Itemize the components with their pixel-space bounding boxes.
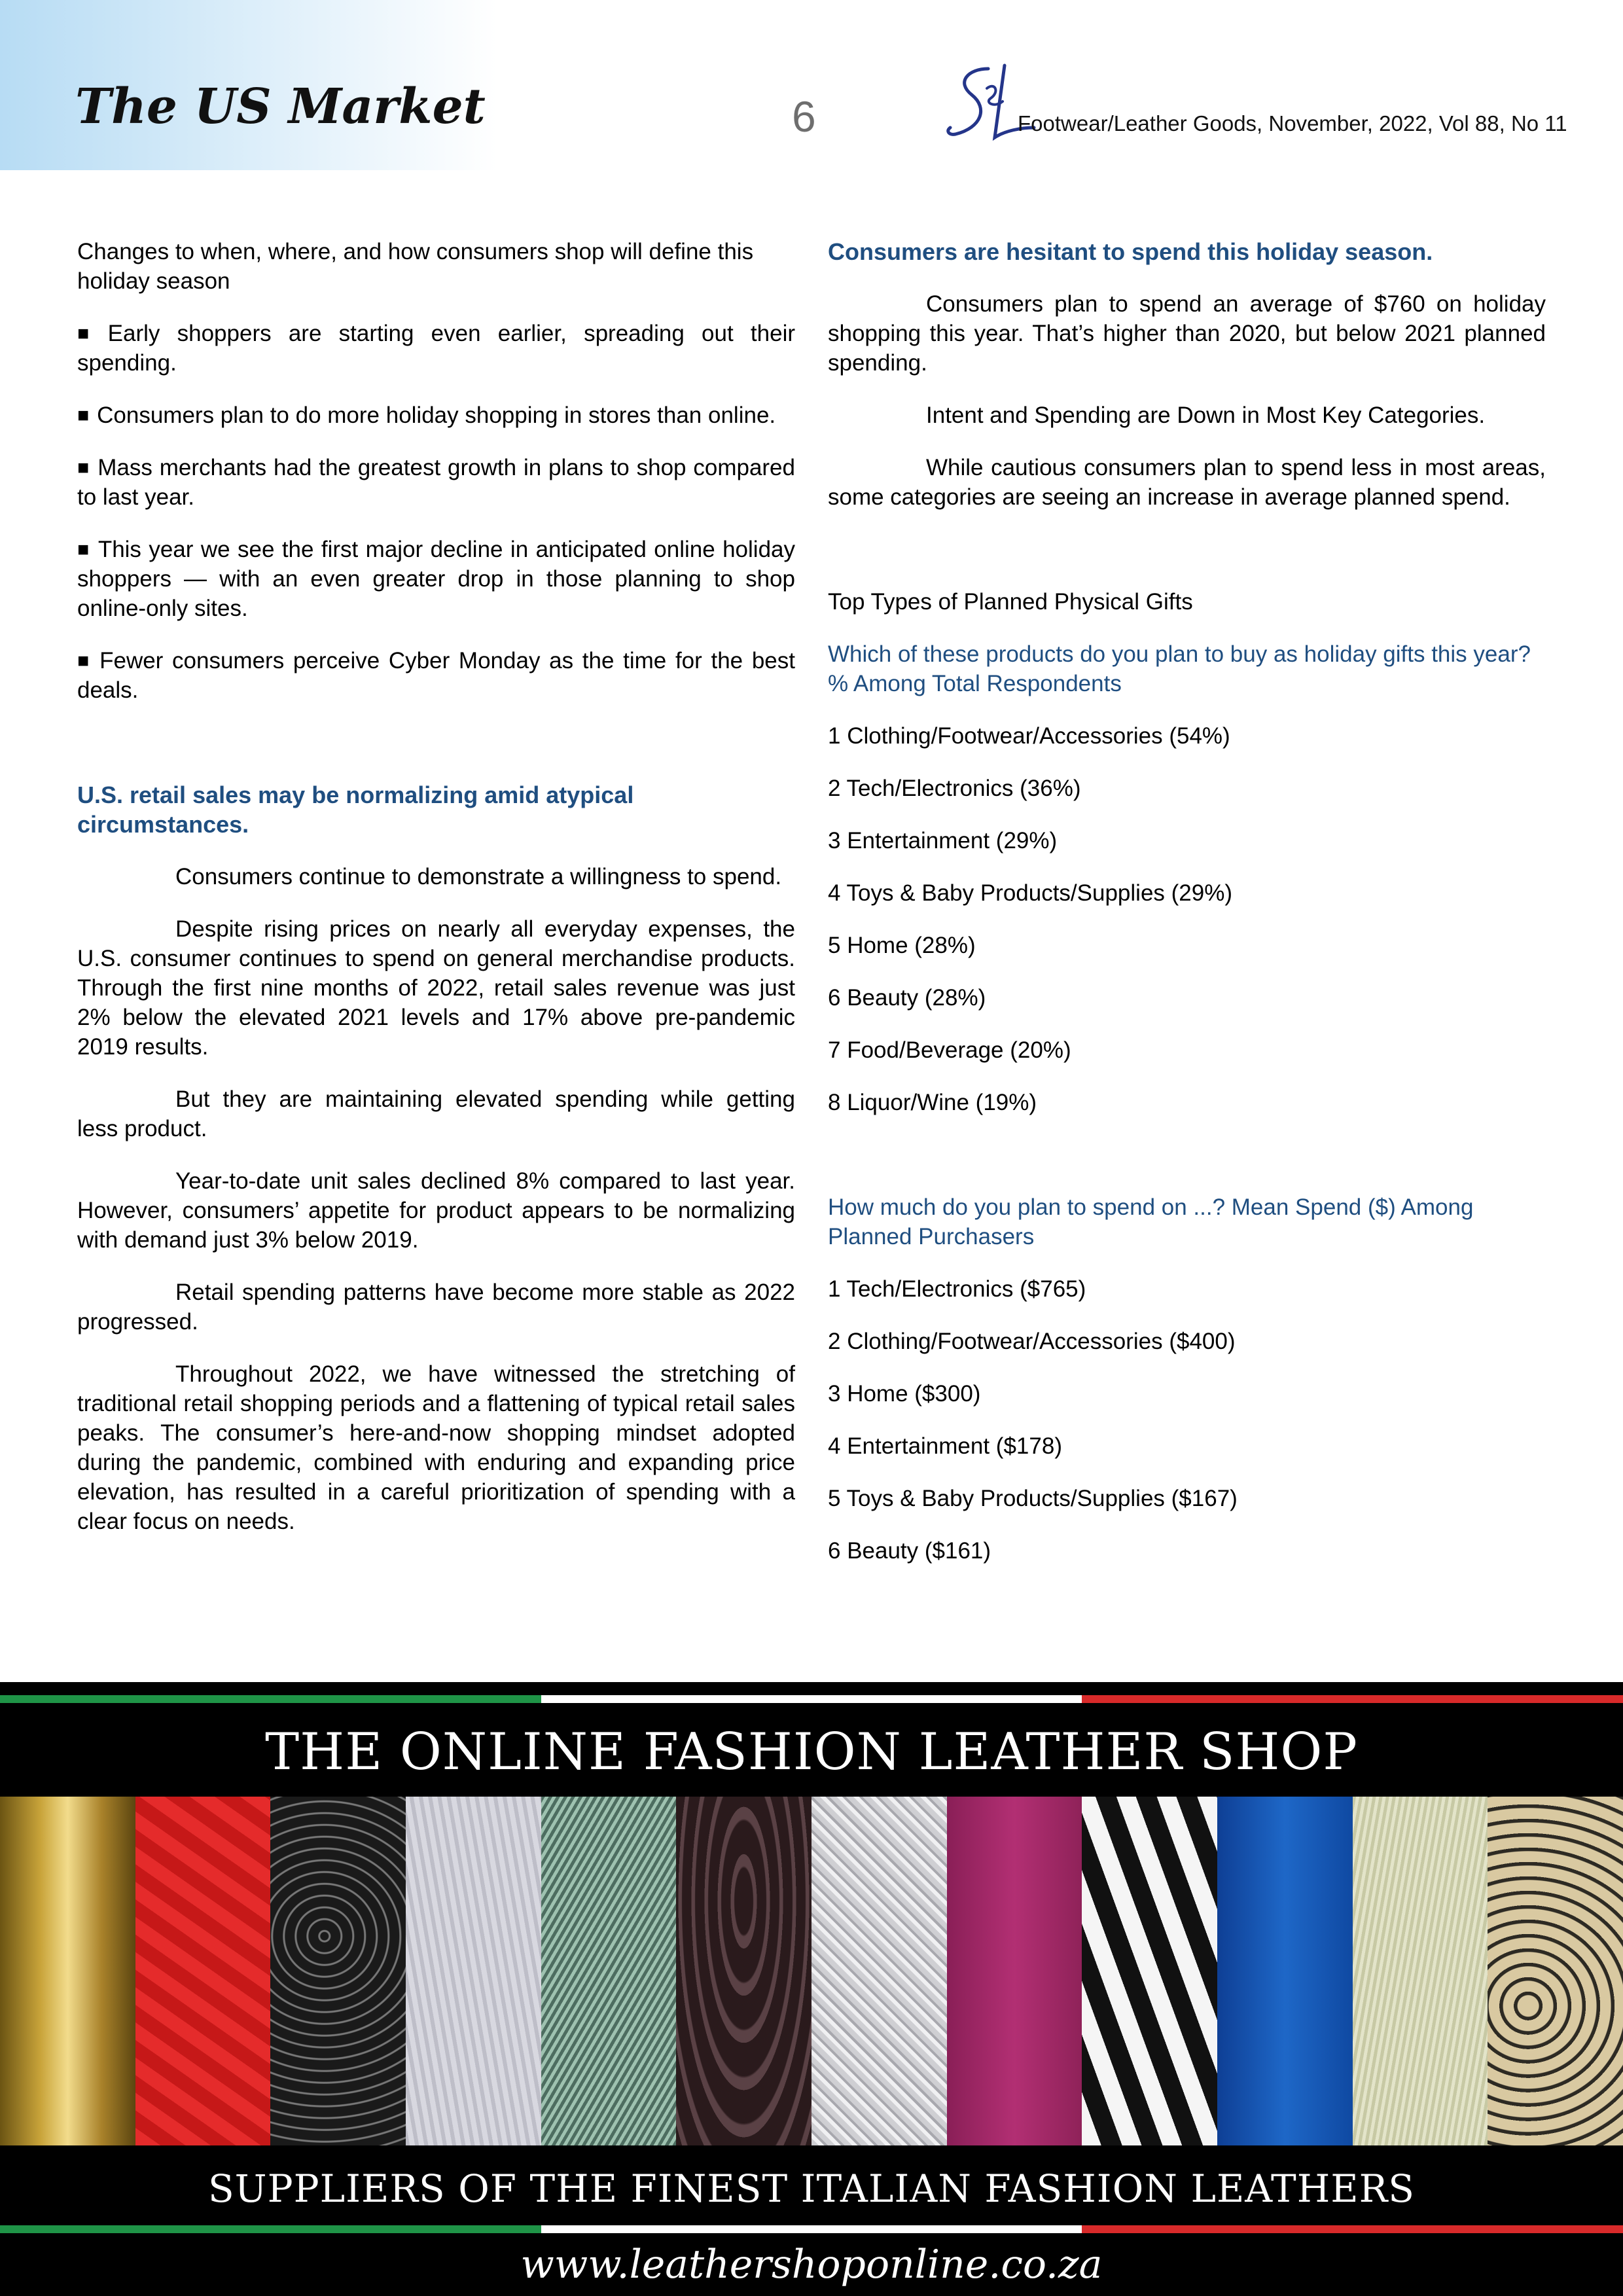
body-paragraph: Consumers continue to demonstrate a willingness to spend. [175,864,782,889]
page-number: 6 [792,92,816,141]
list-item: 5 Home (28%) [828,933,976,958]
list-item: 7 Food/Beverage (20%) [828,1037,1071,1063]
python-leather-swatch [1488,1797,1623,2145]
leather-shop-advertisement[interactable] [0,1682,1623,2296]
bullet-item: ■ Mass merchants had the greatest growth in plans to shop compared to last year. [77,455,795,510]
left-column [77,237,795,1559]
gifts-question: Which of these products do you plan to buy as holiday gifts this year? % Among Total Respondents [828,641,1531,696]
body-paragraph: Despite rising prices on nearly all everyday expenses, the U.S. consumer continues to spend on general merchandise products. Through the first nine months of 2022, retail sales revenue was just 2% below the elevated 2021 levels and 17% above pre-pandemic 2019 results. [77,916,795,1060]
zebra-leather-swatch [1082,1797,1217,2145]
list-item: 3 Entertainment (29%) [828,828,1058,853]
section-title: The US Market [75,79,486,135]
list-item: 4 Entertainment ($178) [828,1433,1062,1459]
list-item: 1 Tech/Electronics ($765) [828,1276,1086,1302]
black-lace-leather-swatch [270,1797,406,2145]
italian-flag-stripe [0,2225,1623,2233]
blue-leather-swatch [1217,1797,1353,2145]
list-item: 1 Clothing/Footwear/Accessories (54%) [828,723,1230,749]
body-paragraph: Throughout 2022, we have witnessed the stretching of traditional retail shopping periods and a flattening of typical retail sales peaks. The consumer’s here-and-now shopping mindset adopted during the pandemic, combined with enduring and expanding price elevation, has resulted in a careful prioritization of spending with a clear focus on needs. [77,1361,795,1534]
list-item: 3 Home ($300) [828,1381,981,1407]
ad-tagline: SUPPLIERS OF THE FINEST ITALIAN FASHION LEATHERS [207,2166,1416,2211]
list-item: 6 Beauty ($161) [828,1538,991,1564]
body-paragraph: While cautious consumers plan to spend less in most areas, some categories are seeing an increase in average planned spend. [828,455,1546,510]
bullet-item: ■ This year we see the first major decline in anticipated online holiday shoppers — with an even greater drop in those planning to shop online-only sites. [77,537,795,621]
gold-leather-swatch [0,1797,135,2145]
intro-paragraph: Changes to when, where, and how consumers shop will define this holiday season [77,239,754,294]
body-paragraph: Retail spending patterns have become more stable as 2022 progressed. [77,1280,795,1335]
body-paragraph: But they are maintaining elevated spending while getting less product. [77,1086,795,1141]
ad-headline: THE ONLINE FASHION LEATHER SHOP [265,1723,1358,1782]
dark-croc-leather-swatch [676,1797,812,2145]
square-bullet-icon: ■ [77,404,90,426]
list-item: 2 Tech/Electronics (36%) [828,776,1081,801]
leather-swatches-image [0,1797,1623,2145]
woven-silver-leather-swatch [812,1797,947,2145]
square-bullet-icon: ■ [77,457,90,478]
retail-sales-heading: U.S. retail sales may be normalizing amid atypical circumstances. [77,781,634,838]
green-snake-leather-swatch [541,1797,677,2145]
spend-list [828,1274,1546,1566]
publication-info: Footwear/Leather Goods, November, 2022, Vol 88, No 11 [1018,111,1567,135]
holiday-spend-heading: Consumers are hesitant to spend this holiday season. [828,238,1433,265]
list-item: 4 Toys & Baby Products/Supplies (29%) [828,880,1233,906]
spend-question: How much do you plan to spend on ...? Mean Spend ($) Among Planned Purchasers [828,1194,1474,1249]
ad-website-link[interactable]: www.leathershoponline.co.za [520,2242,1103,2287]
list-item: 6 Beauty (28%) [828,985,986,1011]
bullet-item: ■ Early shoppers are starting even earlier, spreading out their spending. [77,321,795,376]
list-item: 2 Clothing/Footwear/Accessories ($400) [828,1329,1236,1354]
bullet-item: ■ Consumers plan to do more holiday shopping in stores than online. [77,403,776,428]
body-paragraph: Year-to-date unit sales declined 8% compared to last year. However, consumers’ appetite for product appears to be normalizing with demand just 3% below 2019. [77,1168,795,1253]
body-paragraph: Intent and Spending are Down in Most Key Categories. [926,403,1486,428]
silver-leather-swatch [406,1797,541,2145]
bullet-item: ■ Fewer consumers perceive Cyber Monday as the time for the best deals. [77,648,795,703]
gifts-title: Top Types of Planned Physical Gifts [828,589,1193,615]
body-paragraph: Consumers plan to spend an average of $760 on holiday shopping this year. That’s higher than 2020, but below 2021 planned spending. [828,291,1546,376]
square-bullet-icon: ■ [77,539,90,560]
red-croc-leather-swatch [135,1797,271,2145]
gifts-list [828,721,1546,1117]
italian-flag-stripe [0,1695,1623,1703]
magenta-leather-swatch [947,1797,1082,2145]
right-column [828,237,1546,1588]
square-bullet-icon: ■ [77,650,92,672]
olive-snake-leather-swatch [1353,1797,1488,2145]
list-item: 5 Toys & Baby Products/Supplies ($167) [828,1486,1238,1511]
square-bullet-icon: ■ [77,323,100,344]
list-item: 8 Liquor/Wine (19%) [828,1090,1037,1115]
